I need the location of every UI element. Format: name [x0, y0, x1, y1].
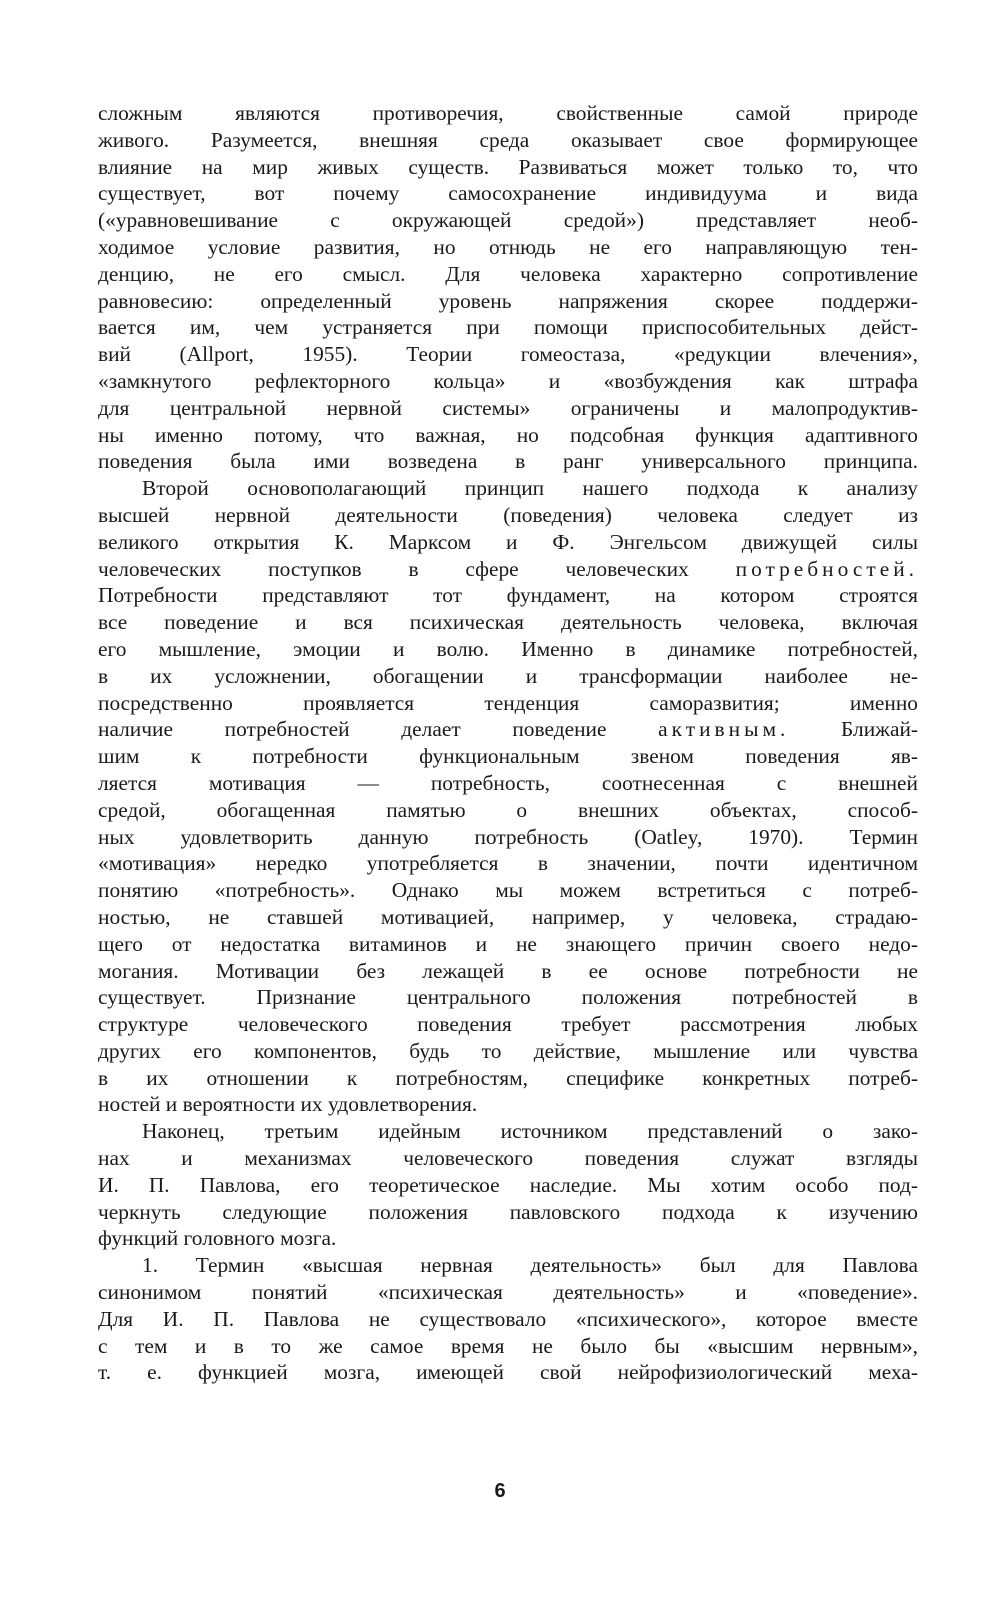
text-line: ностью, не ставшей мотивацией, например, у человека, страдаю-	[98, 904, 918, 929]
text-line: синонимом понятий «психическая деятельность» и «поведение».	[98, 1280, 918, 1305]
text-line: денцию, не его смысл. Для человека характерно сопротивление	[98, 261, 918, 286]
text-line: могания. Мотивации без лежащей в ее основе потребности не	[98, 958, 918, 983]
text-line: в их усложнении, обогащении и трансформации наиболее не-	[98, 663, 918, 688]
text-line: черкнуть следующие положения павловского подхода к изучению	[98, 1199, 918, 1224]
paragraph-4	[98, 1252, 918, 1386]
text-line: равновесию: определенный уровень напряжения скорее поддержи-	[98, 288, 918, 313]
text-line: существует. Признание центрального положения потребностей в	[98, 985, 918, 1010]
text-line: Наконец, третьим идейным источником представлений о зако-	[142, 1119, 918, 1144]
text-line: понятию «потребность». Однако мы можем встретиться с потреб-	[98, 878, 918, 903]
text-line: 1. Термин «высшая нервная деятельность» был для Павлова	[142, 1253, 918, 1278]
text-line: вается им, чем устраняется при помощи приспособительных дейст-	[98, 315, 918, 340]
text-line	[98, 556, 918, 583]
text-line: влияние на мир живых существ. Развиваться может только то, что	[98, 154, 918, 179]
text-line: Второй основополагающий принцип нашего подхода к анализу	[142, 476, 918, 501]
text-line-part: наличие потребностей делает поведение	[98, 717, 607, 742]
text-line: ны именно потому, что важная, но подсобная функция адаптивного	[98, 422, 918, 447]
text-line: других его компонентов, будь то действие, мышление или чувства	[98, 1038, 918, 1063]
text-line: в их отношении к потребностям, специфике конкретных потреб-	[98, 1065, 918, 1090]
text-line: «мотивация» нередко употребляется в значении, почти идентичном	[98, 851, 918, 876]
text-line: щего от недостатка витаминов и не знающего причин своего недо-	[98, 931, 918, 956]
text-line: ляется мотивация — потребность, соотнесенная с внешней	[98, 770, 918, 795]
text-line: великого открытия К. Марксом и Ф. Энгельсом движущей силы	[98, 529, 918, 554]
text-line: Потребности представляют тот фундамент, на котором строятся	[98, 583, 918, 608]
page-number: 6	[494, 1480, 506, 1502]
text-line: его мышление, эмоции и волю. Именно в динамике потребностей,	[98, 636, 918, 661]
text-line: Для И. П. Павлова не существовало «психического», которое вместе	[98, 1306, 918, 1331]
text-line: нах и механизмах человеческого поведения служат взгляды	[98, 1146, 918, 1171]
text-line: ходимое условие развития, но отнюдь не его направляющую тен-	[98, 234, 918, 259]
text-line: посредственно проявляется тенденция саморазвития; именно	[98, 690, 918, 715]
text-line: структуре человеческого поведения требует рассмотрения любых	[98, 1012, 918, 1037]
text-line: ностей и вероятности их удовлетворения.	[98, 1092, 478, 1117]
text-line	[98, 716, 918, 743]
text-line: («уравновешивание с окружающей средой») представляет необ-	[98, 208, 918, 233]
text-line-part: Ближай-	[841, 717, 918, 742]
paragraph-2	[98, 475, 918, 1118]
paragraph-3	[98, 1118, 918, 1252]
text-line: средой, обогащенная памятью о внешних объектах, способ-	[98, 797, 918, 822]
emphasized-word: активным.	[658, 717, 790, 742]
text-line: поведения была ими возведена в ранг универсального принципа.	[98, 449, 918, 474]
text-line: вий (Allport, 1955). Теории гомеостаза, «редукции влечения»,	[98, 342, 918, 367]
text-line: сложным являются противоречия, свойственные самой природе	[98, 101, 918, 125]
text-line: с тем и в то же самое время не было бы «высшим нервным»,	[98, 1333, 918, 1358]
text-line: высшей нервной деятельности (поведения) человека следует из	[98, 502, 918, 527]
text-line: для центральной нервной системы» ограничены и малопродуктив-	[98, 395, 918, 420]
paragraph-1	[98, 100, 918, 475]
text-line: И. П. Павлова, его теоретическое наследие. Мы хотим особо под-	[98, 1172, 918, 1197]
text-line: функций головного мозга.	[98, 1226, 337, 1251]
text-line: «замкнутого рефлекторного кольца» и «возбуждения как штрафа	[98, 368, 918, 393]
text-line: существует, вот почему самосохранение индивидуума и вида	[98, 181, 918, 206]
text-line: все поведение и вся психическая деятельность человека, включая	[98, 610, 918, 635]
text-line: ных удовлетворить данную потребность (Oatley, 1970). Термин	[98, 824, 918, 849]
text-line: шим к потребности функциональным звеном поведения яв-	[98, 744, 918, 769]
emphasized-word: потребностей.	[735, 556, 918, 581]
text-line: т. е. функцией мозга, имеющей свой нейрофизиологический меха-	[98, 1360, 918, 1385]
text-line-part: человеческих поступков в сфере человеческих	[98, 556, 689, 581]
text-line: живого. Разумеется, внешняя среда оказывает свое формирующее	[98, 127, 918, 152]
book-page-text	[98, 100, 918, 1386]
